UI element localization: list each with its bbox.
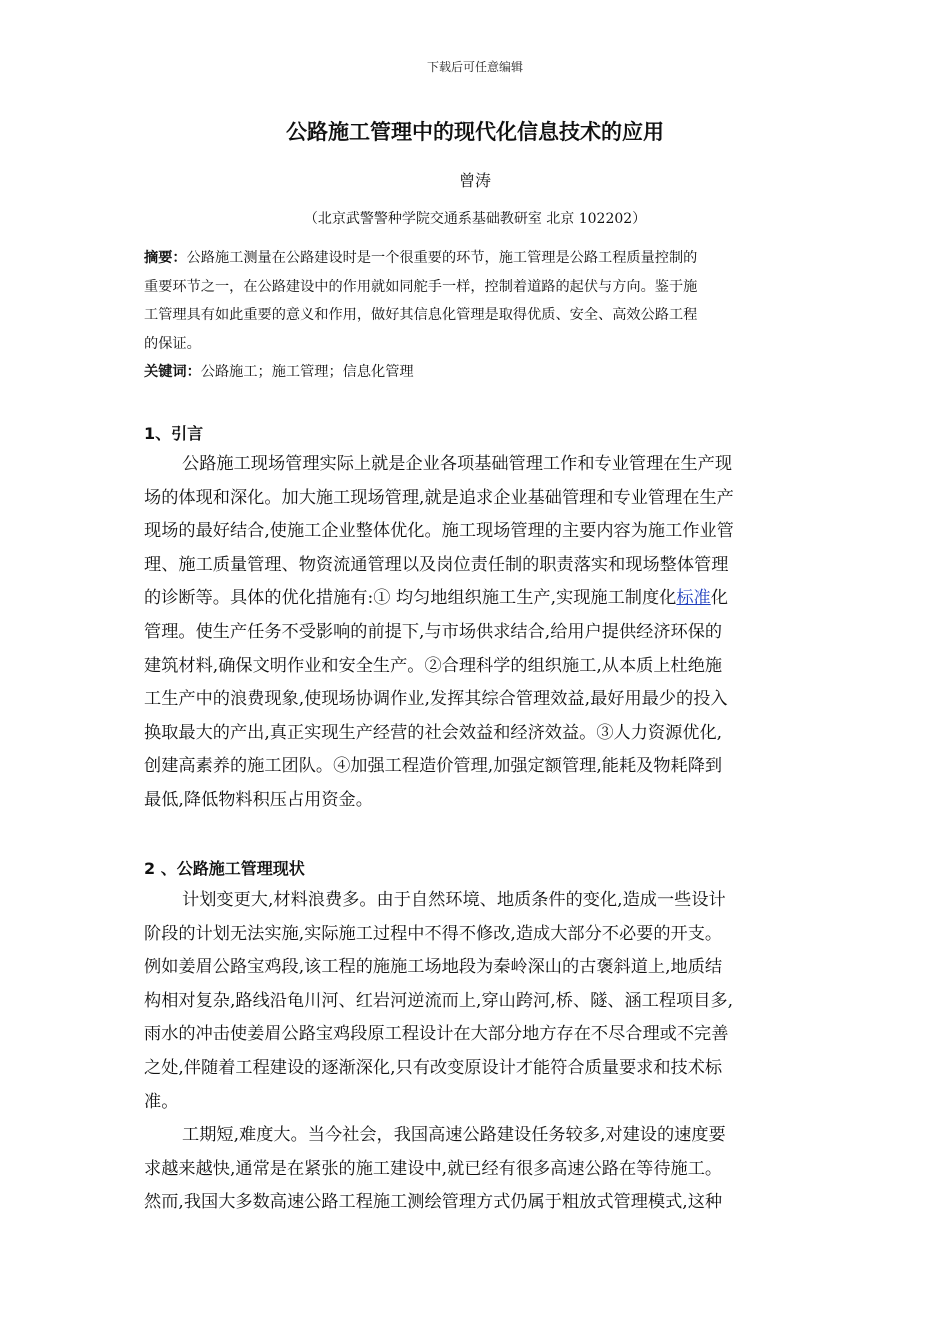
paragraph-line: 计划变更大,材料浪费多。由于自然环境、地质条件的变化,造成一些设计	[182, 890, 726, 910]
paragraph-line: 最低,降低物料积压占用资金。	[144, 789, 373, 810]
section-2-body	[144, 884, 812, 1220]
abstract-line: 工管理具有如此重要的意义和作用，做好其信息化管理是取得优质、安全、高效公路工程	[144, 307, 698, 323]
abstract-line: 重要环节之一，在公路建设中的作用就如同舵手一样，控制着道路的起伏与方向。鉴于施	[144, 278, 698, 295]
paragraph-line: 公路施工现场管理实际上就是企业各项基础管理工作和专业管理在生产现	[182, 454, 733, 474]
header-note: 下载后可任意编辑	[426, 60, 523, 74]
paragraph-line: 工期短,难度大。当今社会，我国高速公路建设任务较多,对建设的速度要	[182, 1125, 726, 1146]
paragraph-line: 准。	[144, 1091, 179, 1112]
keywords	[144, 358, 812, 386]
paragraph-line: 换取最大的产出,真正实现生产经营的社会效益和经济效益。③人力资源优化,	[144, 722, 723, 743]
paper-title: 公路施工管理中的现代化信息技术的应用	[286, 120, 664, 144]
paragraph-line: 工生产中的浪费现象,使现场协调作业,发挥其综合管理效益,最好用最少的投入	[144, 689, 728, 710]
author: 曾涛	[458, 171, 491, 190]
section-1-body	[144, 448, 812, 818]
paragraph-line: 管理。使生产任务不受影响的前提下,与市场供求结合,给用户提供经济环保的	[144, 621, 723, 642]
paragraph-line: 雨水的冲击使姜眉公路宝鸡段原工程设计在大部分地方存在不尽合理或不完善	[144, 1024, 729, 1045]
abstract-line: 的保证。	[144, 335, 201, 352]
paragraph-line: 建筑材料,确保文明作业和安全生产。②合理科学的组织施工,从本质上杜绝施	[144, 655, 723, 676]
section-1-heading: 1、引言	[144, 424, 204, 443]
keywords-label: 关键词：	[144, 364, 201, 380]
paragraph-line: 阶段的计划无法实施,实际施工过程中不得不修改,造成大部分不必要的开支。	[144, 923, 723, 944]
paragraph-line: 构相对复杂,路线沿龟川河、红岩河逆流而上,穿山跨河,桥、隧、涵工程项目多,	[144, 990, 734, 1011]
abstract	[144, 244, 812, 358]
paragraph-line: 求越来越快,通常是在紧张的施工建设中,就已经有很多高速公路在等待施工。	[144, 1158, 723, 1179]
paragraph-line: 然而,我国大多数高速公路工程施工测绘管理方式仍属于粗放式管理模式,这种	[144, 1192, 723, 1213]
section-2-heading: 2 、公路施工管理现状	[144, 859, 305, 878]
paragraph-line: 例如姜眉公路宝鸡段,该工程的施施工场地段为秦岭深山的古褒斜道上,地质结	[144, 957, 723, 978]
affiliation: （北京武警警种学院交通系基础教研室 北京 102202）	[303, 211, 647, 227]
abstract-label: 摘要：	[144, 250, 187, 266]
paragraph-line: 创建高素养的施工团队。④加强工程造价管理,加强定额管理,能耗及物耗降到	[144, 756, 723, 777]
paragraph-line: 理、施工质量管理、物资流通管理以及岗位责任制的职责落实和现场整体管理	[144, 554, 729, 575]
abstract-line: 摘要：公路施工测量在公路建设时是一个很重要的环节，施工管理是公路工程质量控制的	[144, 250, 698, 266]
paragraph-line: 场的体现和深化。加大施工现场管理,就是追求企业基础管理和专业管理在生产	[144, 487, 734, 508]
paragraph-line: 之处,伴随着工程建设的逐渐深化,只有改变原设计才能符合质量要求和技术标	[144, 1057, 723, 1078]
keywords-text: 公路施工；施工管理；信息化管理	[200, 364, 414, 380]
paragraph-line: 现场的最好结合,使施工企业整体优化。施工现场管理的主要内容为施工作业管	[144, 521, 734, 542]
standard-link[interactable]: 标准	[676, 588, 711, 609]
paragraph-line: 的诊断等。具体的优化措施有:① 均匀地组织施工生产,实现施工制度化标准化	[144, 588, 728, 609]
